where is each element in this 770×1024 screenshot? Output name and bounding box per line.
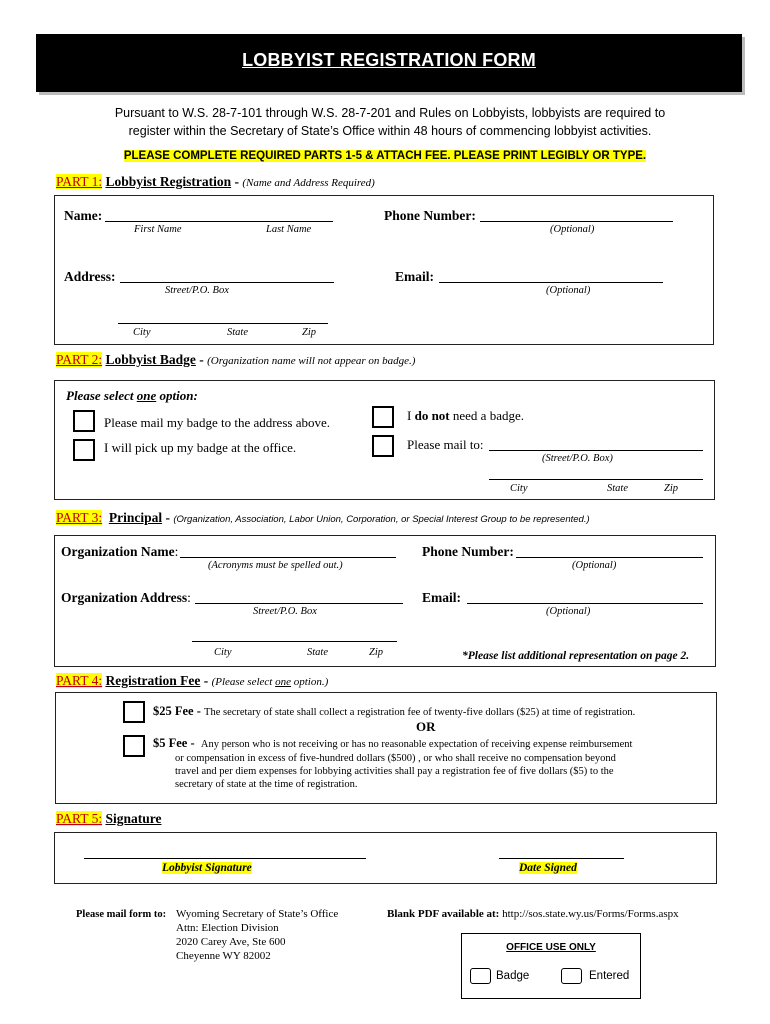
pdf-label: Blank PDF available at: [387,908,500,920]
office-use-box [461,933,641,999]
part4-note-pre: (Please select [211,676,276,688]
part1-number: PART 1: [56,174,103,189]
signature-caption-text: Lobbyist Signature [162,862,252,874]
org-address-label [61,590,191,606]
fee-25-line [153,704,635,719]
fee-25-checkbox[interactable] [123,701,145,723]
org-name-colon: : [174,544,179,559]
office-badge-checkbox[interactable] [470,968,491,984]
street-caption: Street/P.O. Box [165,285,229,296]
fee-5-dash: - [187,736,198,750]
mail-form-label: Please mail form to: [76,909,167,920]
part1-sep: - [231,174,243,189]
fee-25-text: The secretary of state shall collect a registration fee of twenty-five dollars ($25) at time of registration. [204,707,636,718]
part2-heading [56,352,415,368]
additional-representation-note: *Please list additional representation on page 2. [462,650,690,662]
fee-5-checkbox[interactable] [123,735,145,757]
pdf-url[interactable]: http://sos.state.wy.us/Forms/Forms.aspx [502,908,679,920]
part3-note: (Organization, Association, Labor Union, Corporation, or Special Interest Group to be represented.) [173,514,590,525]
org-zip-caption: Zip [369,647,384,658]
select-post: option: [156,388,198,403]
select-one: one [136,388,157,403]
org-name-field[interactable] [180,557,396,558]
part2-name: Lobbyist Badge [105,352,196,367]
mail-address-line-2: Attn: Election Division [176,922,279,934]
pdf-available [387,908,679,920]
email-field[interactable] [439,282,663,283]
intro-line-1: Pursuant to W.S. 28-7-101 through W.S. 28-7-201 and Rules on Lobbyists, lobbyists are required to [114,106,666,120]
org-street-caption: Street/P.O. Box [253,606,317,617]
intro-line-2: register within the Secretary of State’s Office within 48 hours of commencing lobbyist activities. [128,124,652,138]
signature-field[interactable] [84,858,366,859]
part2-number: PART 2: [56,352,103,367]
org-name-label [61,544,178,560]
org-email-field[interactable] [467,603,703,604]
or-label: OR [416,719,436,734]
part4-note [212,676,329,688]
org-state-caption: State [307,647,328,658]
address-label: Address: [64,269,116,284]
part5-number: PART 5: [56,811,103,826]
org-address-field[interactable] [195,603,403,604]
part4-name: Registration Fee [105,673,201,688]
part4-number: PART 4: [56,673,103,688]
office-badge-label: Badge [496,970,530,982]
instruction-text: PLEASE COMPLETE REQUIRED PARTS 1-5 & ATTACH FEE. PLEASE PRINT LEGIBLY OR TYPE. [123,150,647,162]
mail-to-zip-caption: Zip [664,483,679,494]
select-pre: Please select [66,388,137,403]
mail-to-street-caption: (Street/P.O. Box) [542,453,613,464]
phone-optional: (Optional) [550,224,595,235]
first-name-caption: First Name [134,224,182,235]
part4-heading [56,673,328,689]
pickup-badge-checkbox[interactable] [73,439,95,461]
no-badge-bold: do not [414,408,450,423]
mail-badge-label: Please mail my badge to the address above. [104,415,330,430]
org-email-optional: (Optional) [546,606,591,617]
no-badge-checkbox[interactable] [372,406,394,428]
mail-to-checkbox[interactable] [372,435,394,457]
phone-label: Phone Number: [384,208,476,223]
part3-number: PART 3: [56,510,103,525]
mail-to-city-field[interactable] [489,479,703,480]
fee-5-text-4: secretary of state at the time of registration. [175,779,358,790]
org-phone-field[interactable] [516,557,703,558]
acronyms-caption: (Acronyms must be spelled out.) [208,560,343,571]
address-field[interactable] [120,282,334,283]
part4-sep: - [200,673,212,688]
no-badge-post: need a badge. [449,408,524,423]
office-entered-checkbox[interactable] [561,968,582,984]
part3-sep: - [162,510,174,525]
org-address-colon: : [187,590,191,605]
no-badge-label [407,408,524,424]
org-address-text: Organization Address [61,590,188,605]
zip-caption: Zip [302,327,317,338]
mail-to-city-caption: City [510,483,528,494]
org-email-label: Email: [422,590,461,605]
date-caption [519,862,577,874]
office-entered-label: Entered [589,970,630,982]
part3-heading [56,510,590,526]
form-title: LOBBYIST REGISTRATION FORM [242,50,536,70]
select-one-option [66,388,198,404]
last-name-caption: Last Name [266,224,312,235]
mail-address-line-4: Cheyenne WY 82002 [176,950,271,962]
org-name-text: Organization Name [61,544,175,559]
city-state-zip-field[interactable] [118,323,328,324]
part2-sep: - [195,352,208,367]
title-bar [36,34,742,92]
part4-note-post: option.) [290,676,329,688]
mail-to-label: Please mail to: [407,437,484,452]
mail-address-line-1: Wyoming Secretary of State’s Office [176,908,339,920]
date-caption-text: Date Signed [519,862,577,874]
org-phone-label: Phone Number: [422,544,514,559]
part5-name: Signature [105,811,162,826]
org-city-caption: City [214,647,232,658]
part1-heading [56,174,375,190]
name-field[interactable] [105,221,333,222]
email-optional: (Optional) [546,285,591,296]
part3-name: Principal [108,510,163,525]
fee-5-text-1: Any person who is not receiving or has no reasonable expectation of receiving expense reimbursement [200,739,633,750]
part2-note: (Organization name will not appear on badge.) [207,355,416,367]
fee-5-text-2: or compensation in excess of five-hundred dollars ($500) , or who shall receive no compensation beyond [175,753,616,764]
fee-25-label: $25 Fee [153,704,194,718]
part4-note-one: one [275,676,291,688]
fee-25-dash: - [193,704,205,718]
part1-name: Lobbyist Registration [105,174,232,189]
org-city-field[interactable] [192,641,397,642]
city-caption: City [133,327,151,338]
fee-5-line [153,736,632,751]
org-phone-optional: (Optional) [572,560,617,571]
fee-5-text-3: travel and per diem expenses for lobbying activities shall pay a registration fee of five dollars ($5) to the [175,766,614,777]
instruction [0,150,770,162]
email-label: Email: [395,269,434,284]
pickup-badge-label: I will pick up my badge at the office. [104,440,297,455]
date-field[interactable] [499,858,624,859]
office-use-title: OFFICE USE ONLY [506,942,596,953]
mail-to-field[interactable] [489,450,703,451]
state-caption: State [227,327,248,338]
mail-address-line-3: 2020 Carey Ave, Ste 600 [176,936,286,948]
part5-heading [56,811,161,827]
signature-caption [162,862,252,874]
mail-badge-checkbox[interactable] [73,410,95,432]
phone-field[interactable] [480,221,673,222]
no-badge-pre: I [407,408,415,423]
part1-note: (Name and Address Required) [242,177,375,189]
name-label: Name: [64,208,103,223]
mail-to-state-caption: State [607,483,628,494]
fee-5-label: $5 Fee [153,736,188,750]
